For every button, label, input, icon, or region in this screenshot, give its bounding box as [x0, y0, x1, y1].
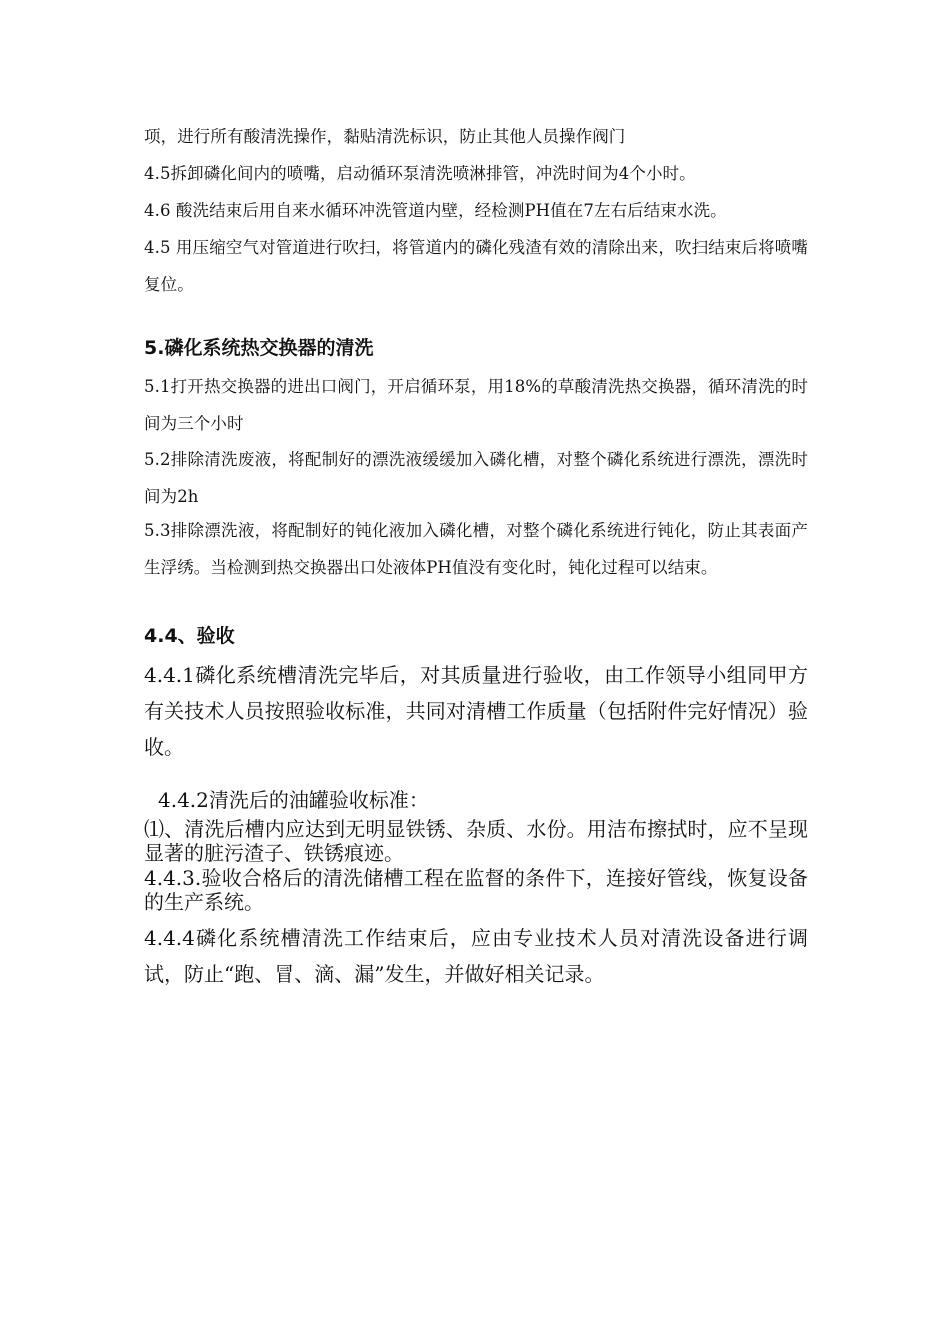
paragraph-valve-marking: 项，进行所有酸清洗操作，黏贴清洗标识，防止其他人员操作阀门 — [144, 127, 626, 146]
section-heading-4-4: 4.4、验收 — [144, 625, 235, 647]
paragraph-4-4-4: 4.4.4磷化系统槽清洗工作结束后，应由专业技术人员对清洗设备进行调试，防止“跑、冒、滴、漏”发生，并做好相关记录。 — [144, 926, 808, 986]
paragraph-4-5-air-purge: 4.5 用压缩空气对管道进行吹扫，将管道内的磷化残渣有效的清除出来，吹扫结束后将喷嘴复位。 — [144, 238, 808, 294]
paragraph-5-2: 5.2排除清洗废液，将配制好的漂洗液缓缓加入磷化槽，对整个磷化系统进行漂洗，漂洗时间为2h — [144, 450, 808, 506]
paragraph-4-4-1: 4.4.1磷化系统槽清洗完毕后，对其质量进行验收，由工作领导小组同甲方有关技术人员按照验收标准，共同对清槽工作质量（包括附件完好情况）验收。 — [144, 663, 808, 759]
paragraph-4-4-2: 4.4.2清洗后的油罐验收标准： — [158, 788, 429, 812]
paragraph-4-5-nozzle: 4.5拆卸磷化间内的喷嘴，启动循环泵清洗喷淋排管，冲洗时间为4个小时。 — [144, 164, 696, 183]
paragraph-5-3: 5.3排除漂洗液，将配制好的钝化液加入磷化槽，对整个磷化系统进行钝化，防止其表面产生浮绣。当检测到热交换器出口处液体PH值没有变化时，钝化过程可以结束。 — [144, 521, 808, 577]
paragraph-4-4-3: 4.4.3.验收合格后的清洗储槽工程在监督的条件下，连接好管线，恢复设备的生产系统。 — [144, 866, 808, 914]
paragraph-4-6-water-rinse: 4.6 酸洗结束后用自来水循环冲洗管道内壁，经检测PH值在7左右后结束水洗。 — [144, 201, 727, 220]
section-heading-5: 5.磷化系统热交换器的清洗 — [144, 337, 374, 359]
paragraph-5-1: 5.1打开热交换器的进出口阀门，开启循环泵，用18%的草酸清洗热交换器，循环清洗的时间为三个小时 — [144, 377, 808, 433]
paragraph-4-4-2-item-1: ⑴、清洗后槽内应达到无明显铁锈、杂质、水份。用洁布擦拭时，应不呈现显著的脏污渣子、铁锈痕迹。 — [144, 817, 808, 865]
